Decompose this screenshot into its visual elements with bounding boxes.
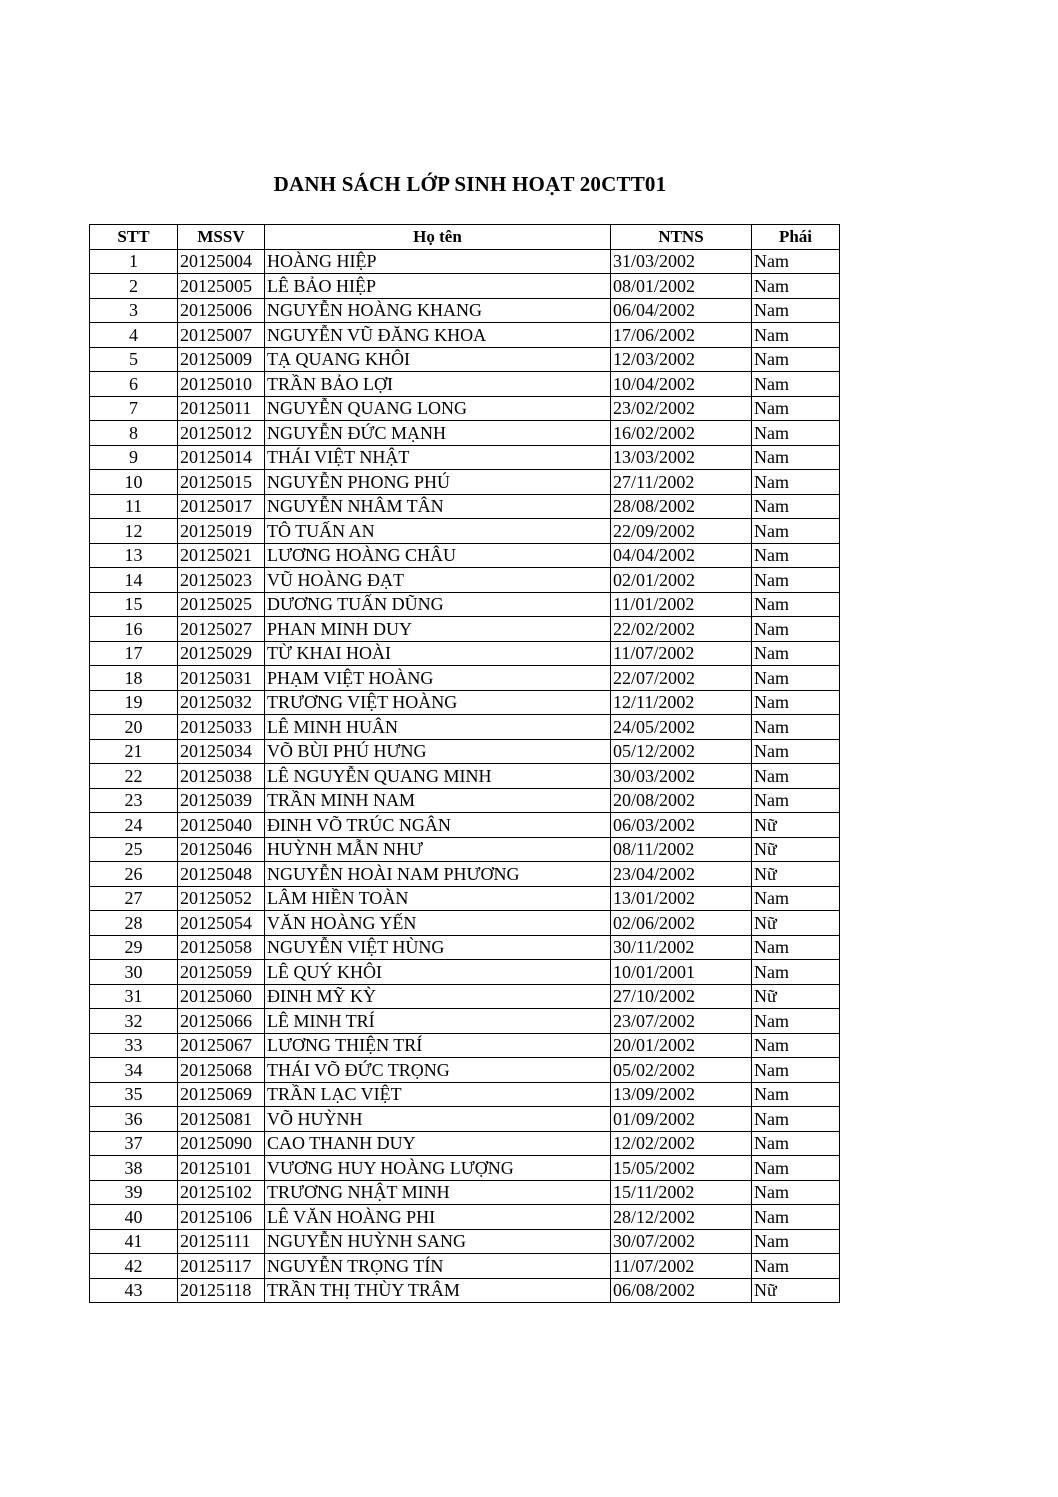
cell-name: TRẦN MINH NAM (265, 788, 611, 813)
cell-sex: Nam (752, 372, 840, 397)
cell-dob: 27/11/2002 (611, 470, 752, 495)
cell-name: PHAN MINH DUY (265, 617, 611, 642)
cell-sex: Nam (752, 396, 840, 421)
cell-stt: 22 (90, 764, 178, 789)
cell-sex: Nam (752, 274, 840, 299)
cell-name: THÁI VÕ ĐỨC TRỌNG (265, 1058, 611, 1083)
cell-dob: 05/12/2002 (611, 739, 752, 764)
cell-sex: Nam (752, 666, 840, 691)
cell-mssv: 20125017 (178, 494, 265, 519)
cell-dob: 12/11/2002 (611, 690, 752, 715)
cell-dob: 11/07/2002 (611, 1254, 752, 1279)
table-row (90, 813, 840, 838)
cell-stt: 41 (90, 1229, 178, 1254)
cell-stt: 18 (90, 666, 178, 691)
cell-stt: 35 (90, 1082, 178, 1107)
cell-stt: 3 (90, 298, 178, 323)
cell-dob: 11/07/2002 (611, 641, 752, 666)
cell-name: NGUYỄN HOÀI NAM PHƯƠNG (265, 862, 611, 887)
cell-sex: Nam (752, 1009, 840, 1034)
cell-mssv: 20125012 (178, 421, 265, 446)
cell-name: TRƯƠNG VIỆT HOÀNG (265, 690, 611, 715)
cell-dob: 23/02/2002 (611, 396, 752, 421)
cell-name: LÊ VĂN HOÀNG PHI (265, 1205, 611, 1230)
cell-mssv: 20125011 (178, 396, 265, 421)
cell-dob: 24/05/2002 (611, 715, 752, 740)
cell-mssv: 20125006 (178, 298, 265, 323)
cell-mssv: 20125029 (178, 641, 265, 666)
cell-stt: 1 (90, 249, 178, 274)
table-row (90, 1278, 840, 1303)
table-row (90, 935, 840, 960)
cell-name: NGUYỄN QUANG LONG (265, 396, 611, 421)
cell-sex: Nữ (752, 837, 840, 862)
cell-name: VÕ HUỲNH (265, 1107, 611, 1132)
cell-stt: 15 (90, 592, 178, 617)
cell-sex: Nam (752, 960, 840, 985)
cell-sex: Nam (752, 494, 840, 519)
table-row (90, 1156, 840, 1181)
cell-dob: 13/01/2002 (611, 886, 752, 911)
cell-stt: 26 (90, 862, 178, 887)
cell-dob: 28/12/2002 (611, 1205, 752, 1230)
table-row (90, 1131, 840, 1156)
cell-stt: 34 (90, 1058, 178, 1083)
cell-name: VƯƠNG HUY HOÀNG LƯỢNG (265, 1156, 611, 1181)
cell-sex: Nam (752, 935, 840, 960)
cell-stt: 39 (90, 1180, 178, 1205)
cell-mssv: 20125007 (178, 323, 265, 348)
cell-dob: 23/04/2002 (611, 862, 752, 887)
cell-dob: 22/09/2002 (611, 519, 752, 544)
cell-sex: Nữ (752, 911, 840, 936)
cell-dob: 10/04/2002 (611, 372, 752, 397)
cell-stt: 40 (90, 1205, 178, 1230)
cell-mssv: 20125111 (178, 1229, 265, 1254)
cell-mssv: 20125034 (178, 739, 265, 764)
cell-name: LÊ MINH TRÍ (265, 1009, 611, 1034)
cell-mssv: 20125090 (178, 1131, 265, 1156)
cell-sex: Nam (752, 323, 840, 348)
cell-stt: 9 (90, 445, 178, 470)
cell-name: CAO THANH DUY (265, 1131, 611, 1156)
table-header-row (90, 225, 840, 250)
cell-dob: 23/07/2002 (611, 1009, 752, 1034)
cell-sex: Nữ (752, 984, 840, 1009)
cell-mssv: 20125027 (178, 617, 265, 642)
student-roster-table (89, 224, 840, 1303)
cell-sex: Nam (752, 690, 840, 715)
table-row (90, 519, 840, 544)
table-row (90, 568, 840, 593)
cell-mssv: 20125033 (178, 715, 265, 740)
cell-name: TÔ TUẤN AN (265, 519, 611, 544)
cell-sex: Nam (752, 347, 840, 372)
table-row (90, 1107, 840, 1132)
cell-sex: Nam (752, 886, 840, 911)
cell-name: LƯƠNG THIỆN TRÍ (265, 1033, 611, 1058)
cell-dob: 30/07/2002 (611, 1229, 752, 1254)
cell-name: HOÀNG HIỆP (265, 249, 611, 274)
cell-dob: 30/03/2002 (611, 764, 752, 789)
cell-mssv: 20125040 (178, 813, 265, 838)
cell-dob: 04/04/2002 (611, 543, 752, 568)
table-row (90, 960, 840, 985)
table-row (90, 984, 840, 1009)
cell-dob: 12/03/2002 (611, 347, 752, 372)
cell-stt: 37 (90, 1131, 178, 1156)
cell-mssv: 20125059 (178, 960, 265, 985)
cell-mssv: 20125010 (178, 372, 265, 397)
cell-name: NGUYỄN PHONG PHÚ (265, 470, 611, 495)
table-row (90, 886, 840, 911)
cell-sex: Nam (752, 764, 840, 789)
cell-sex: Nữ (752, 1278, 840, 1303)
cell-stt: 20 (90, 715, 178, 740)
cell-name: ĐINH MỸ KỲ (265, 984, 611, 1009)
cell-sex: Nam (752, 1107, 840, 1132)
cell-stt: 27 (90, 886, 178, 911)
table-row (90, 421, 840, 446)
cell-dob: 12/02/2002 (611, 1131, 752, 1156)
cell-mssv: 20125048 (178, 862, 265, 887)
cell-sex: Nam (752, 592, 840, 617)
table-row (90, 347, 840, 372)
table-row (90, 666, 840, 691)
cell-stt: 14 (90, 568, 178, 593)
cell-mssv: 20125106 (178, 1205, 265, 1230)
table-row (90, 1254, 840, 1279)
table-row (90, 592, 840, 617)
cell-stt: 43 (90, 1278, 178, 1303)
cell-dob: 06/03/2002 (611, 813, 752, 838)
cell-name: LÊ BẢO HIỆP (265, 274, 611, 299)
cell-dob: 15/05/2002 (611, 1156, 752, 1181)
cell-name: LÊ NGUYỄN QUANG MINH (265, 764, 611, 789)
cell-sex: Nam (752, 421, 840, 446)
cell-name: NGUYỄN HUỲNH SANG (265, 1229, 611, 1254)
cell-dob: 08/11/2002 (611, 837, 752, 862)
cell-name: TRẦN BẢO LỢI (265, 372, 611, 397)
cell-name: LÂM HIỀN TOÀN (265, 886, 611, 911)
cell-sex: Nam (752, 249, 840, 274)
cell-dob: 06/08/2002 (611, 1278, 752, 1303)
cell-mssv: 20125058 (178, 935, 265, 960)
cell-dob: 02/01/2002 (611, 568, 752, 593)
cell-mssv: 20125054 (178, 911, 265, 936)
cell-dob: 01/09/2002 (611, 1107, 752, 1132)
cell-name: THÁI VIỆT NHẬT (265, 445, 611, 470)
cell-mssv: 20125025 (178, 592, 265, 617)
cell-name: NGUYỄN VIỆT HÙNG (265, 935, 611, 960)
cell-name: HUỲNH MẪN NHƯ (265, 837, 611, 862)
cell-stt: 32 (90, 1009, 178, 1034)
cell-dob: 10/01/2001 (611, 960, 752, 985)
cell-dob: 28/08/2002 (611, 494, 752, 519)
cell-mssv: 20125019 (178, 519, 265, 544)
cell-stt: 30 (90, 960, 178, 985)
table-row (90, 1229, 840, 1254)
cell-dob: 20/01/2002 (611, 1033, 752, 1058)
cell-mssv: 20125066 (178, 1009, 265, 1034)
cell-dob: 30/11/2002 (611, 935, 752, 960)
table-row (90, 1009, 840, 1034)
cell-mssv: 20125009 (178, 347, 265, 372)
cell-mssv: 20125081 (178, 1107, 265, 1132)
table-row (90, 715, 840, 740)
cell-stt: 8 (90, 421, 178, 446)
cell-name: LÊ QUÝ KHÔI (265, 960, 611, 985)
cell-dob: 02/06/2002 (611, 911, 752, 936)
cell-dob: 22/02/2002 (611, 617, 752, 642)
table-row (90, 837, 840, 862)
table-row (90, 470, 840, 495)
cell-mssv: 20125014 (178, 445, 265, 470)
table-row (90, 690, 840, 715)
cell-stt: 4 (90, 323, 178, 348)
cell-sex: Nam (752, 1156, 840, 1181)
cell-stt: 28 (90, 911, 178, 936)
cell-name: LÊ MINH HUÂN (265, 715, 611, 740)
cell-sex: Nam (752, 617, 840, 642)
cell-stt: 6 (90, 372, 178, 397)
cell-mssv: 20125118 (178, 1278, 265, 1303)
cell-name: NGUYỄN ĐỨC MẠNH (265, 421, 611, 446)
table-row (90, 372, 840, 397)
cell-sex: Nam (752, 568, 840, 593)
cell-mssv: 20125046 (178, 837, 265, 862)
cell-mssv: 20125067 (178, 1033, 265, 1058)
cell-dob: 15/11/2002 (611, 1180, 752, 1205)
cell-sex: Nam (752, 1229, 840, 1254)
document-title: DANH SÁCH LỚP SINH HOẠT 20CTT01 (273, 172, 667, 196)
cell-stt: 42 (90, 1254, 178, 1279)
cell-mssv: 20125060 (178, 984, 265, 1009)
cell-name: NGUYỄN HOÀNG KHANG (265, 298, 611, 323)
cell-mssv: 20125052 (178, 886, 265, 911)
cell-mssv: 20125031 (178, 666, 265, 691)
cell-stt: 11 (90, 494, 178, 519)
cell-mssv: 20125068 (178, 1058, 265, 1083)
cell-sex: Nam (752, 1205, 840, 1230)
cell-mssv: 20125039 (178, 788, 265, 813)
cell-mssv: 20125101 (178, 1156, 265, 1181)
cell-mssv: 20125102 (178, 1180, 265, 1205)
cell-dob: 31/03/2002 (611, 249, 752, 274)
cell-sex: Nam (752, 445, 840, 470)
table-row (90, 274, 840, 299)
cell-dob: 05/02/2002 (611, 1058, 752, 1083)
table-row (90, 445, 840, 470)
cell-name: VÕ BÙI PHÚ HƯNG (265, 739, 611, 764)
cell-sex: Nam (752, 739, 840, 764)
table-row (90, 617, 840, 642)
cell-sex: Nam (752, 788, 840, 813)
cell-mssv: 20125021 (178, 543, 265, 568)
cell-mssv: 20125032 (178, 690, 265, 715)
cell-sex: Nam (752, 1131, 840, 1156)
cell-stt: 21 (90, 739, 178, 764)
column-header-sex: Phái (752, 225, 840, 250)
cell-sex: Nam (752, 1058, 840, 1083)
table-row (90, 739, 840, 764)
cell-sex: Nam (752, 1180, 840, 1205)
cell-stt: 31 (90, 984, 178, 1009)
cell-sex: Nam (752, 1082, 840, 1107)
cell-sex: Nữ (752, 813, 840, 838)
cell-name: TRẦN THỊ THÙY TRÂM (265, 1278, 611, 1303)
cell-mssv: 20125005 (178, 274, 265, 299)
cell-stt: 24 (90, 813, 178, 838)
table-row (90, 1033, 840, 1058)
cell-dob: 17/06/2002 (611, 323, 752, 348)
cell-stt: 17 (90, 641, 178, 666)
cell-name: LƯƠNG HOÀNG CHÂU (265, 543, 611, 568)
cell-sex: Nam (752, 519, 840, 544)
cell-stt: 10 (90, 470, 178, 495)
cell-sex: Nam (752, 543, 840, 568)
cell-name: TẠ QUANG KHÔI (265, 347, 611, 372)
cell-dob: 27/10/2002 (611, 984, 752, 1009)
cell-name: TỪ KHAI HOÀI (265, 641, 611, 666)
table-row (90, 1180, 840, 1205)
column-header-name: Họ tên (265, 225, 611, 250)
cell-stt: 33 (90, 1033, 178, 1058)
cell-stt: 12 (90, 519, 178, 544)
table-row (90, 298, 840, 323)
cell-name: ĐINH VÕ TRÚC NGÂN (265, 813, 611, 838)
table-row (90, 1058, 840, 1083)
table-body (90, 249, 840, 1303)
cell-mssv: 20125015 (178, 470, 265, 495)
cell-mssv: 20125023 (178, 568, 265, 593)
cell-mssv: 20125038 (178, 764, 265, 789)
cell-sex: Nữ (752, 862, 840, 887)
cell-name: TRẦN LẠC VIỆT (265, 1082, 611, 1107)
cell-dob: 11/01/2002 (611, 592, 752, 617)
cell-mssv: 20125004 (178, 249, 265, 274)
cell-sex: Nam (752, 470, 840, 495)
table-row (90, 1205, 840, 1230)
cell-dob: 13/03/2002 (611, 445, 752, 470)
cell-sex: Nam (752, 641, 840, 666)
cell-stt: 38 (90, 1156, 178, 1181)
column-header-stt: STT (90, 225, 178, 250)
cell-stt: 7 (90, 396, 178, 421)
cell-sex: Nam (752, 1033, 840, 1058)
column-header-mssv: MSSV (178, 225, 265, 250)
cell-stt: 5 (90, 347, 178, 372)
cell-stt: 16 (90, 617, 178, 642)
cell-dob: 06/04/2002 (611, 298, 752, 323)
cell-sex: Nam (752, 715, 840, 740)
cell-name: NGUYỄN VŨ ĐĂNG KHOA (265, 323, 611, 348)
cell-dob: 08/01/2002 (611, 274, 752, 299)
table-row (90, 911, 840, 936)
cell-stt: 2 (90, 274, 178, 299)
table-row (90, 862, 840, 887)
table-row (90, 396, 840, 421)
table-row (90, 323, 840, 348)
table-row (90, 788, 840, 813)
table-row (90, 494, 840, 519)
cell-stt: 29 (90, 935, 178, 960)
cell-name: PHẠM VIỆT HOÀNG (265, 666, 611, 691)
cell-dob: 13/09/2002 (611, 1082, 752, 1107)
cell-sex: Nam (752, 1254, 840, 1279)
table-row (90, 1082, 840, 1107)
cell-name: DƯƠNG TUẤN DŨNG (265, 592, 611, 617)
cell-name: VŨ HOÀNG ĐẠT (265, 568, 611, 593)
column-header-dob: NTNS (611, 225, 752, 250)
table-row (90, 543, 840, 568)
cell-name: NGUYỄN TRỌNG TÍN (265, 1254, 611, 1279)
cell-sex: Nam (752, 298, 840, 323)
table-row (90, 249, 840, 274)
cell-stt: 13 (90, 543, 178, 568)
cell-dob: 22/07/2002 (611, 666, 752, 691)
cell-stt: 25 (90, 837, 178, 862)
cell-mssv: 20125117 (178, 1254, 265, 1279)
cell-name: TRƯƠNG NHẬT MINH (265, 1180, 611, 1205)
cell-stt: 23 (90, 788, 178, 813)
table-row (90, 641, 840, 666)
cell-stt: 36 (90, 1107, 178, 1132)
cell-dob: 16/02/2002 (611, 421, 752, 446)
cell-dob: 20/08/2002 (611, 788, 752, 813)
cell-name: VĂN HOÀNG YẾN (265, 911, 611, 936)
table-row (90, 764, 840, 789)
cell-mssv: 20125069 (178, 1082, 265, 1107)
cell-name: NGUYỄN NHÂM TÂN (265, 494, 611, 519)
cell-stt: 19 (90, 690, 178, 715)
